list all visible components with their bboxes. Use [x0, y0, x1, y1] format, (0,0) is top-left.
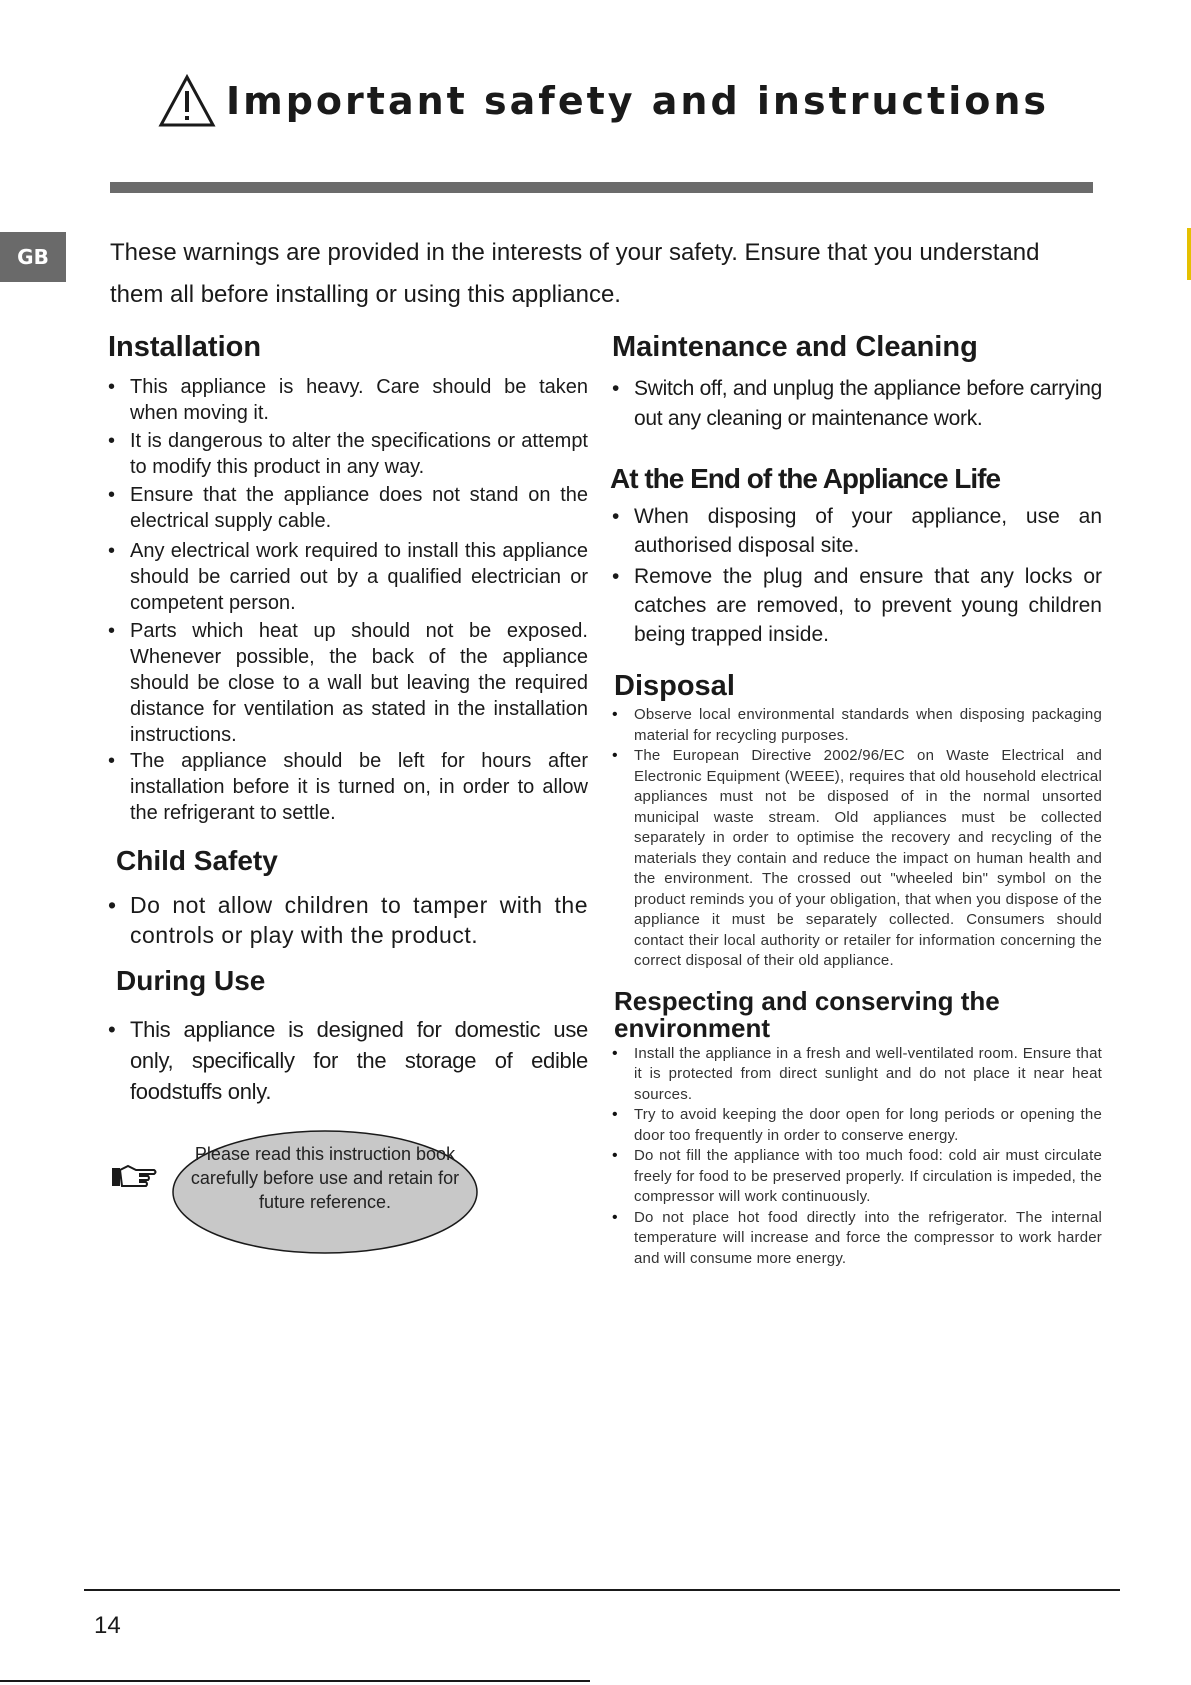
- list-item: • Remove the plug and ensure that any locks or catches are removed, to prevent young children being trapped inside.: [612, 562, 1102, 649]
- pointing-hand-icon: [110, 1160, 158, 1190]
- warning-triangle-icon: [158, 73, 216, 129]
- child-safety-list: [108, 890, 588, 950]
- list-item: • Observe local environmental standards when disposing packaging material for recycling purposes.: [612, 705, 1102, 746]
- list-item: • When disposing of your appliance, use an authorised disposal site.: [612, 502, 1102, 560]
- list-item: • Ensure that the appliance does not stand on the electrical supply cable.: [108, 482, 588, 534]
- footer-divider: [84, 1589, 1120, 1591]
- list-item: • Switch off, and unplug the appliance before carrying out any cleaning or maintenance work.: [612, 374, 1102, 434]
- environment-list: [612, 1044, 1102, 1270]
- list-item: • Try to avoid keeping the door open for long periods or opening the door too frequently in order to conserve energy.: [612, 1105, 1102, 1146]
- list-item: • This appliance is designed for domestic use only, specifically for the storage of edible foodstuffs only.: [108, 1014, 588, 1107]
- title-text: Important safety and instructions: [226, 79, 1050, 123]
- list-item: • Do not place hot food directly into the refrigerator. The internal temperature will increase and force the compressor to work harder and will consume more energy.: [612, 1208, 1102, 1270]
- list-item: • It is dangerous to alter the specifications or attempt to modify this product in any way.: [108, 428, 588, 480]
- disposal-list: [612, 705, 1102, 972]
- title-divider: [110, 182, 1093, 193]
- end-of-life-heading: At the End of the Appliance Life: [610, 463, 1001, 494]
- intro-text: These warnings are provided in the interests of your safety. Ensure that you understand them all before installing or using this appliance.: [110, 239, 1040, 308]
- language-tab: GB: [0, 232, 66, 282]
- during-use-list: [108, 1014, 588, 1107]
- bottom-edge-line: [0, 1680, 590, 1682]
- list-item: • Do not allow children to tamper with the controls or play with the product.: [108, 890, 588, 950]
- list-item: • The appliance should be left for hours after installation before it is turned on, in order to allow the refrigerant to settle.: [108, 748, 588, 826]
- edge-marker: [1187, 228, 1191, 280]
- right-column: [612, 328, 1102, 1269]
- child-safety-heading: Child Safety: [116, 845, 278, 876]
- list-item: • The European Directive 2002/96/EC on Waste Electrical and Electronic Equipment (WEEE), requires that old household electrical appliances must not be disposed of in the normal unsorted municipal waste stream. Old appliances must be collected separately in order to optimise the recovery and recycling of the materials they contain and reduce the impact on human health and the environment. The crossed out "wheeled bin" symbol on the product reminds you of your obligation, that when you dispose of the appliance it must be separately collected. Consumers should contact their local authority or retailer for information concerning the correct disposal of their old appliance.: [612, 746, 1102, 972]
- left-column: [108, 328, 588, 1107]
- list-item: • Parts which heat up should not be exposed. Whenever possible, the back of the appliance should be close to a wall but leaving the required distance for ventilation as stated in the installation instructions.: [108, 618, 588, 748]
- list-item: • Any electrical work required to install this appliance should be carried out by a qualified electrician or competent person.: [108, 538, 588, 616]
- list-item: • This appliance is heavy. Care should be taken when moving it.: [108, 374, 588, 426]
- page-title: [158, 66, 1049, 136]
- page-number: 14: [94, 1612, 121, 1639]
- note-text: Please read this instruction book carefully before use and retain for future reference.: [190, 1144, 460, 1212]
- end-of-life-list: [612, 502, 1102, 649]
- list-item: • Do not fill the appliance with too much food: cold air must circulate freely for food to be preserved properly. If circulation is impeded, the compressor will work continuously.: [612, 1146, 1102, 1208]
- installation-list: [108, 374, 588, 826]
- installation-heading: Installation: [108, 331, 262, 363]
- environment-heading: Respecting and conserving the environment: [614, 985, 1000, 1043]
- during-use-heading: During Use: [116, 965, 266, 996]
- maintenance-list: [612, 374, 1102, 434]
- maintenance-heading: Maintenance and Cleaning: [612, 331, 978, 363]
- disposal-heading: Disposal: [614, 670, 735, 702]
- list-item: • Install the appliance in a fresh and well-ventilated room. Ensure that it is protected from direct sunlight and do not place it near heat sources.: [612, 1044, 1102, 1106]
